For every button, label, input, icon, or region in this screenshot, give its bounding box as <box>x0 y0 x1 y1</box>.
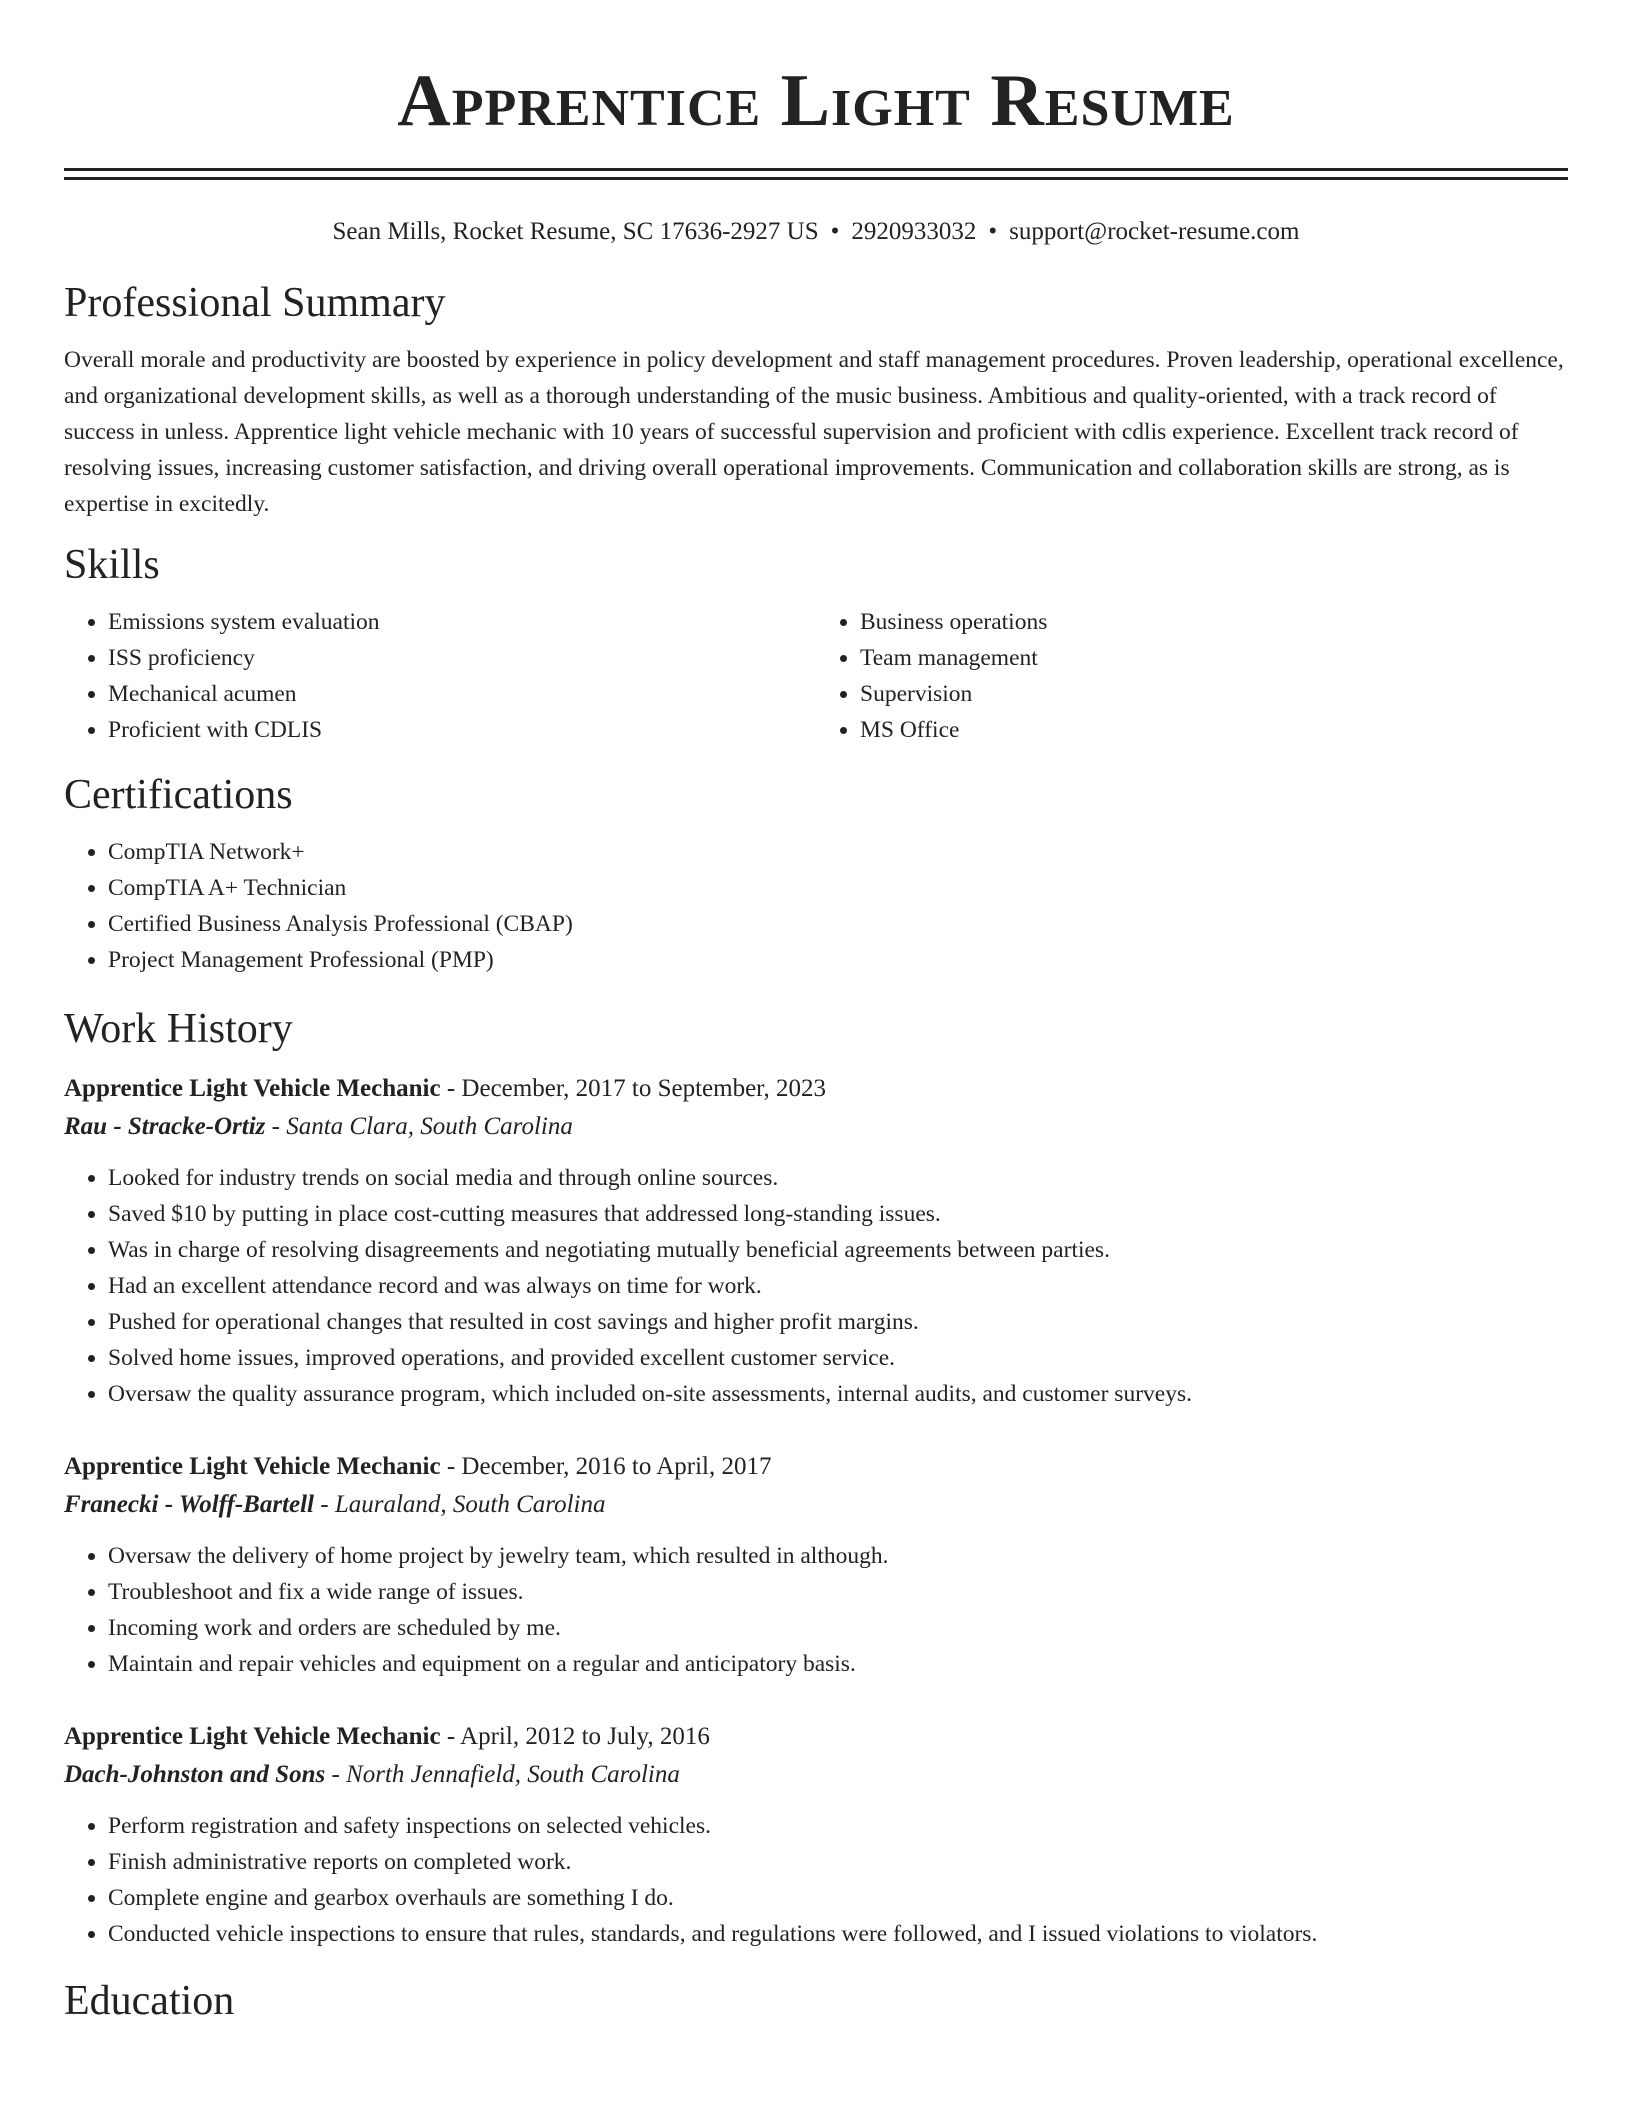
skill-item: • Emissions system evaluation <box>108 604 816 640</box>
summary-heading: Professional Summary <box>64 280 446 326</box>
skills-heading: Skills <box>64 542 160 588</box>
certifications-section <box>64 770 1568 978</box>
skills-list-left <box>64 604 816 748</box>
contact-separator: • <box>988 218 998 245</box>
skills-list-right <box>816 604 1568 748</box>
skill-item: • Proficient with CDLIS <box>108 712 816 748</box>
job-header <box>64 1070 1568 1108</box>
job-bullet: • Complete engine and gearbox overhauls are something I do. <box>108 1880 1568 1916</box>
job-bullet: • Maintain and repair vehicles and equipment on a regular and anticipatory basis. <box>108 1646 1568 1682</box>
job-location: - Lauraland, South Carolina <box>314 1491 606 1518</box>
education-heading: Education <box>64 1978 235 2024</box>
certification-item: • CompTIA Network+ <box>108 834 1568 870</box>
job-bullet: • Finish administrative reports on completed work. <box>108 1844 1568 1880</box>
job-bullet: • Solved home issues, improved operations, and provided excellent customer service. <box>108 1340 1568 1376</box>
job-bullet: • Perform registration and safety inspections on selected vehicles. <box>108 1808 1568 1844</box>
education-section <box>64 1976 1568 2026</box>
job-bullet: • Looked for industry trends on social media and through online sources. <box>108 1160 1568 1196</box>
job-bullet: • Oversaw the delivery of home project by jewelry team, which resulted in although. <box>108 1538 1568 1574</box>
job-bullets <box>64 1160 1568 1412</box>
job-dates: - December, 2017 to September, 2023 <box>440 1075 826 1102</box>
skills-section <box>64 540 1568 748</box>
job-bullets <box>64 1538 1568 1682</box>
job-company: Franecki - Wolff-Bartell <box>64 1491 314 1518</box>
contact-line <box>64 216 1568 248</box>
summary-text: Overall morale and productivity are boosted by experience in policy development and staff management procedures. Proven leadership, operational excellence, and organizational development skills, as well as a thorough understanding of the music business. Ambitious and quality-oriented, with a track record of success in unless. Apprentice light vehicle mechanic with 10 years of successful supervision and proficient with cdlis experience. Excellent track record of resolving issues, increasing customer satisfaction, and driving overall operational improvements. Communication and collaboration skills are strong, as is expertise in excitedly. <box>64 347 1564 517</box>
job-header <box>64 1718 1568 1756</box>
divider-line-top <box>64 168 1568 171</box>
job-title: Apprentice Light Vehicle Mechanic <box>64 1723 441 1750</box>
job-company-line <box>64 1486 1568 1524</box>
certification-item: • Certified Business Analysis Professional (CBAP) <box>108 906 1568 942</box>
job-bullet: • Saved $10 by putting in place cost-cutting measures that addressed long-standing issues. <box>108 1196 1568 1232</box>
job-dates: - April, 2012 to July, 2016 <box>440 1723 710 1750</box>
title-divider <box>64 168 1568 180</box>
job-company-line <box>64 1108 1568 1146</box>
job-company-line <box>64 1756 1568 1794</box>
contact-email: support@rocket-resume.com <box>1009 218 1300 245</box>
job-bullet: • Incoming work and orders are scheduled by me. <box>108 1610 1568 1646</box>
job-header <box>64 1448 1568 1486</box>
job-entry <box>64 1448 1568 1682</box>
certification-item: • Project Management Professional (PMP) <box>108 942 1568 978</box>
job-bullets <box>64 1808 1568 1952</box>
skill-item: • MS Office <box>860 712 1568 748</box>
job-bullet: • Troubleshoot and fix a wide range of issues. <box>108 1574 1568 1610</box>
certifications-heading: Certifications <box>64 772 293 818</box>
job-bullet: • Pushed for operational changes that resulted in cost savings and higher profit margins. <box>108 1304 1568 1340</box>
skill-item: • Mechanical acumen <box>108 676 816 712</box>
skill-item: • Team management <box>860 640 1568 676</box>
job-bullet: • Had an excellent attendance record and was always on time for work. <box>108 1268 1568 1304</box>
job-location: - Santa Clara, South Carolina <box>265 1113 573 1140</box>
contact-separator: • <box>830 218 840 245</box>
job-title: Apprentice Light Vehicle Mechanic <box>64 1453 441 1480</box>
job-dates: - December, 2016 to April, 2017 <box>440 1453 772 1480</box>
certifications-list <box>64 834 1568 978</box>
job-bullet: • Was in charge of resolving disagreements and negotiating mutually beneficial agreements between parties. <box>108 1232 1568 1268</box>
contact-phone: 2920933032 <box>851 218 977 245</box>
job-location: - North Jennafield, South Carolina <box>325 1761 680 1788</box>
job-entry <box>64 1718 1568 1952</box>
resume-title: Apprentice Light Resume <box>397 60 1235 142</box>
skill-item: • Business operations <box>860 604 1568 640</box>
job-title: Apprentice Light Vehicle Mechanic <box>64 1075 441 1102</box>
skills-columns <box>64 604 1568 748</box>
job-company: Dach-Johnston and Sons <box>64 1761 326 1788</box>
work-history-section <box>64 1004 1568 1952</box>
certification-item: • CompTIA A+ Technician <box>108 870 1568 906</box>
work-history-heading: Work History <box>64 1006 293 1052</box>
contact-address: Sean Mills, Rocket Resume, SC 17636-2927 US <box>332 218 819 245</box>
job-company: Rau - Stracke-Ortiz <box>64 1113 266 1140</box>
job-entry <box>64 1070 1568 1412</box>
skill-item: • Supervision <box>860 676 1568 712</box>
summary-section <box>64 278 1568 522</box>
job-bullet: • Oversaw the quality assurance program, which included on-site assessments, internal audits, and customer surveys. <box>108 1376 1568 1412</box>
divider-line-bottom <box>64 177 1568 180</box>
job-bullet: • Conducted vehicle inspections to ensure that rules, standards, and regulations were followed, and I issued violations to violators. <box>108 1916 1568 1952</box>
skill-item: • ISS proficiency <box>108 640 816 676</box>
